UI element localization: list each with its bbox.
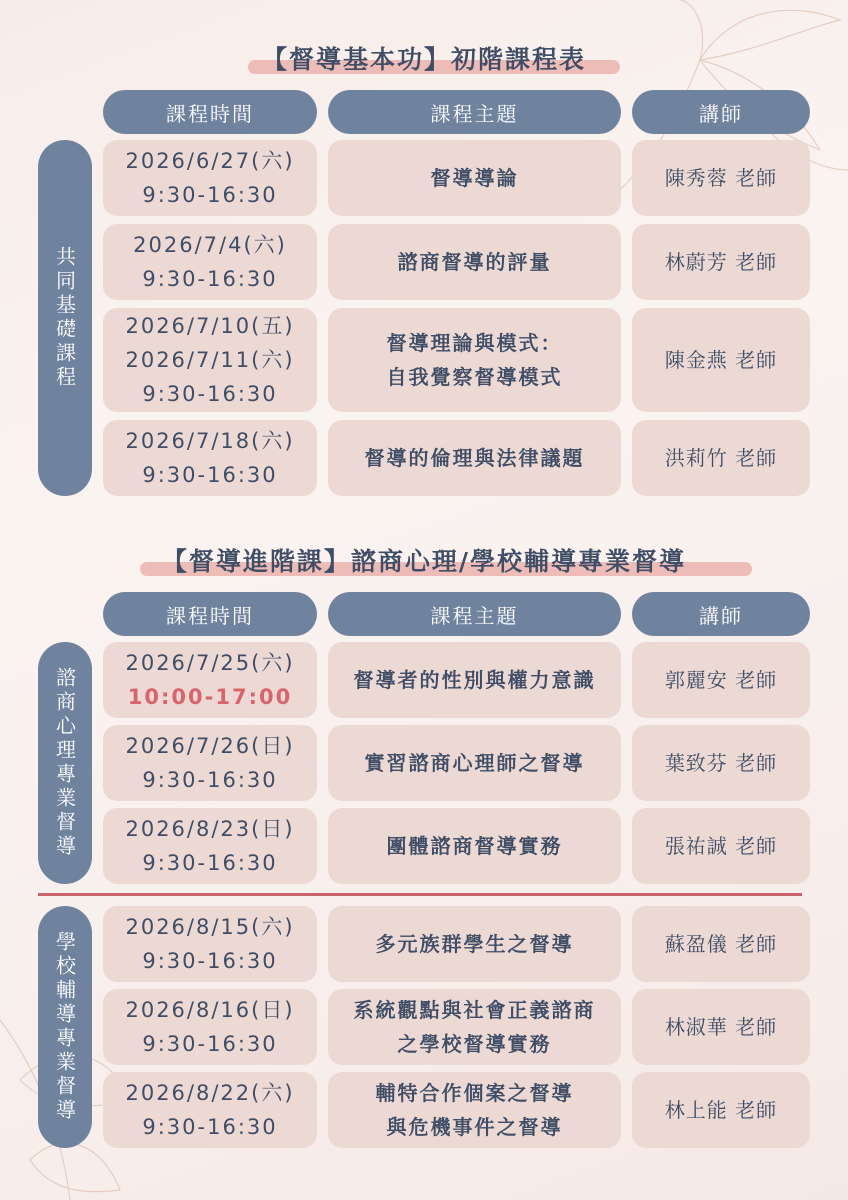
topic-cell: [328, 808, 621, 884]
topic-line: 實習諮商心理師之督導: [364, 751, 585, 775]
header-topic-2: 課程主題: [328, 592, 621, 636]
time-line: 9:30-16:30: [142, 382, 278, 406]
header-teacher-2: 講師: [632, 592, 810, 636]
teacher-cell: 洪莉竹 老師: [632, 420, 810, 496]
time-line: 2026/6/27(六): [125, 149, 295, 173]
group-label-counseling: 諮商心理專業督導: [38, 642, 92, 884]
time-line: 2026/7/10(五): [125, 314, 295, 338]
topic-line: 系統觀點與社會正義諮商: [353, 998, 596, 1022]
topic-line: 輔特合作個案之督導: [375, 1081, 574, 1105]
header-time: 課程時間: [103, 90, 317, 134]
header-topic: 課程主題: [328, 90, 621, 134]
time-line: 9:30-16:30: [142, 1032, 278, 1056]
topic-cell: [328, 989, 621, 1065]
teacher-cell: 林上能 老師: [632, 1072, 810, 1148]
time-cell: [103, 140, 317, 216]
topic-cell: [328, 642, 621, 718]
topic-line: 之學校督導實務: [397, 1032, 552, 1056]
time-line: 9:30-16:30: [142, 267, 278, 291]
topic-cell: [328, 224, 621, 300]
topic-line: 團體諮商督導實務: [386, 834, 563, 858]
teacher-cell: 葉致芬 老師: [632, 725, 810, 801]
topic-line: 督導的倫理與法律議題: [364, 446, 585, 470]
time-cell: [103, 808, 317, 884]
header-time-2: 課程時間: [103, 592, 317, 636]
time-line: 2026/8/23(日): [125, 817, 295, 841]
time-cell: [103, 224, 317, 300]
topic-line: 與危機事件之督導: [386, 1115, 563, 1139]
time-line: 9:30-16:30: [142, 1115, 278, 1139]
time-cell: [103, 906, 317, 982]
topic-line: 自我覺察督導模式: [386, 365, 563, 389]
time-line: 2026/7/18(六): [125, 429, 295, 453]
teacher-cell: 林蔚芳 老師: [632, 224, 810, 300]
time-cell: [103, 989, 317, 1065]
time-cell: [103, 420, 317, 496]
topic-line: 諮商督導的評量: [397, 250, 552, 274]
topic-line: 督導理論與模式：: [386, 331, 563, 355]
time-cell: [103, 642, 317, 718]
time-line: 2026/7/26(日): [125, 734, 295, 758]
topic-cell: [328, 725, 621, 801]
topic-cell: [328, 906, 621, 982]
teacher-cell: 郭麗安 老師: [632, 642, 810, 718]
group-label-school: 學校輔導專業督導: [38, 906, 92, 1148]
time-line: 9:30-16:30: [142, 463, 278, 487]
time-line: 9:30-16:30: [142, 768, 278, 792]
topic-line: 督導導論: [430, 166, 519, 190]
topic-line: 督導者的性別與權力意識: [353, 668, 596, 692]
time-line: 9:30-16:30: [142, 183, 278, 207]
time-line: 2026/8/22(六): [125, 1081, 295, 1105]
time-line: 2026/7/25(六): [125, 651, 295, 675]
topic-cell: [328, 308, 621, 412]
time-line: 9:30-16:30: [142, 851, 278, 875]
time-line: 2026/8/15(六): [125, 915, 295, 939]
group-label-common: 共同基礎課程: [38, 140, 92, 496]
teacher-cell: 林淑華 老師: [632, 989, 810, 1065]
section1-title: 【督導基本功】初階課程表: [0, 40, 848, 76]
header-teacher: 講師: [632, 90, 810, 134]
time-line: 2026/7/4(六): [133, 233, 287, 257]
time-line: 2026/8/16(日): [125, 998, 295, 1022]
topic-cell: [328, 1072, 621, 1148]
topic-line: 多元族群學生之督導: [375, 932, 574, 956]
time-line: 2026/7/11(六): [125, 348, 295, 372]
time-line: 10:00-17:00: [127, 685, 293, 709]
time-cell: [103, 308, 317, 412]
teacher-cell: 陳秀蓉 老師: [632, 140, 810, 216]
section2-title: 【督導進階課】諮商心理/學校輔導專業督導: [0, 542, 848, 578]
section-divider: [38, 893, 802, 896]
teacher-cell: 陳金燕 老師: [632, 308, 810, 412]
topic-cell: [328, 140, 621, 216]
topic-cell: [328, 420, 621, 496]
time-cell: [103, 725, 317, 801]
teacher-cell: 張祐誠 老師: [632, 808, 810, 884]
teacher-cell: 蘇盈儀 老師: [632, 906, 810, 982]
time-line: 9:30-16:30: [142, 949, 278, 973]
time-cell: [103, 1072, 317, 1148]
